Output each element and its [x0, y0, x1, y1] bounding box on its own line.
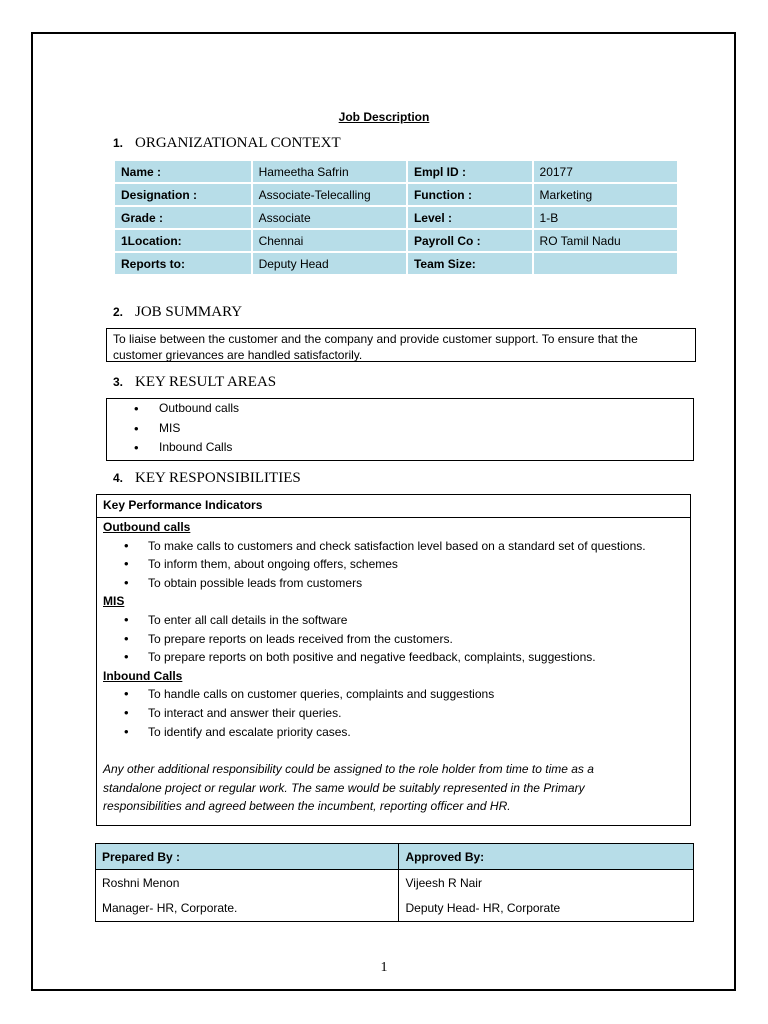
page-number: 1	[380, 960, 388, 975]
section-title: KEY RESULT AREAS	[135, 374, 277, 390]
level-label: Level :	[407, 206, 533, 229]
list-item: • To obtain possible leads from customers	[97, 574, 690, 593]
approved-by-name: Vijeesh R Nair	[399, 870, 694, 896]
mis-heading: MIS	[103, 594, 125, 609]
section-number: 2.	[113, 305, 124, 319]
function-label: Function :	[407, 183, 533, 206]
section-number: 3.	[113, 375, 124, 389]
team-size-value	[533, 252, 678, 275]
empl-id-value: 20177	[533, 160, 678, 183]
table-row	[96, 844, 694, 870]
table-row	[96, 896, 694, 922]
designation-label: Designation :	[114, 183, 252, 206]
reports-to-value: Deputy Head	[252, 252, 407, 275]
table-row	[114, 160, 678, 183]
list-item: • To interact and answer their queries.	[97, 704, 690, 723]
prepared-by-name: Roshni Menon	[96, 870, 399, 896]
reports-to-label: Reports to:	[114, 252, 252, 275]
job-summary-box: To liaise between the customer and the company and provide customer support. To ensure that the customer grievances are handled satisfactorily.	[106, 328, 696, 362]
list-item: • To identify and escalate priority cases.	[97, 723, 690, 742]
section-title: ORGANIZATIONAL CONTEXT	[135, 135, 341, 151]
prepared-by-role: Manager- HR, Corporate.	[96, 896, 399, 922]
organizational-context-table	[113, 159, 679, 276]
list-item: • Inbound Calls	[107, 438, 693, 458]
empl-id-label: Empl ID :	[407, 160, 533, 183]
list-item: • Outbound calls	[107, 399, 693, 419]
table-row	[114, 183, 678, 206]
section-heading-organizational-context	[113, 135, 341, 152]
additional-responsibility-note: Any other additional responsibility could be assigned to the role holder from time to time as a standalone project or regular work. The same would be suitably represented in the Primary responsibilities and agreed between the incumbent, reporting officer and HR.	[103, 762, 594, 814]
level-value: 1-B	[533, 206, 678, 229]
list-item: • To make calls to customers and check satisfaction level based on a standard set of questions.	[97, 537, 690, 556]
list-item: • To inform them, about ongoing offers, schemes	[97, 555, 690, 574]
list-item: • To handle calls on customer queries, complaints and suggestions	[97, 685, 690, 704]
table-row	[96, 870, 694, 896]
list-item: • To enter all call details in the software	[97, 611, 690, 630]
signoff-table	[95, 843, 694, 922]
function-value: Marketing	[533, 183, 678, 206]
name-value: Hameetha Safrin	[252, 160, 407, 183]
prepared-by-label: Prepared By :	[96, 844, 399, 870]
inbound-calls-list	[97, 685, 690, 741]
outbound-calls-heading: Outbound calls	[103, 520, 191, 534]
outbound-calls-list	[97, 537, 690, 593]
key-result-areas-box	[106, 398, 694, 461]
approved-by-role: Deputy Head- HR, Corporate	[399, 896, 694, 922]
section-number: 4.	[113, 471, 124, 485]
section-heading-key-responsibilities	[113, 470, 301, 487]
approved-by-label: Approved By:	[399, 844, 694, 870]
table-row	[114, 252, 678, 275]
grade-label: Grade :	[114, 206, 252, 229]
payroll-co-label: Payroll Co :	[407, 229, 533, 252]
key-responsibilities-box	[96, 494, 691, 826]
list-item: • To prepare reports on leads received from the customers.	[97, 630, 690, 649]
grade-value: Associate	[252, 206, 407, 229]
inbound-calls-heading: Inbound Calls	[103, 668, 183, 683]
table-row	[114, 206, 678, 229]
document-title: Job Description	[338, 110, 430, 124]
designation-value: Associate-Telecalling	[252, 183, 407, 206]
key-result-areas-list	[107, 399, 693, 458]
location-label: 1Location:	[114, 229, 252, 252]
mis-list	[97, 611, 690, 667]
team-size-label: Team Size:	[407, 252, 533, 275]
section-title: JOB SUMMARY	[135, 304, 243, 320]
payroll-co-value: RO Tamil Nadu	[533, 229, 678, 252]
section-number: 1.	[113, 136, 124, 150]
location-value: Chennai	[252, 229, 407, 252]
table-row	[114, 229, 678, 252]
section-heading-job-summary	[113, 304, 242, 321]
section-title: KEY RESPONSIBILITIES	[135, 470, 301, 486]
list-item: • To prepare reports on both positive and negative feedback, complaints, suggestions.	[97, 648, 690, 667]
kpi-header: Key Performance Indicators	[97, 495, 690, 518]
list-item: • MIS	[107, 419, 693, 439]
section-heading-key-result-areas	[113, 374, 276, 391]
name-label: Name :	[114, 160, 252, 183]
